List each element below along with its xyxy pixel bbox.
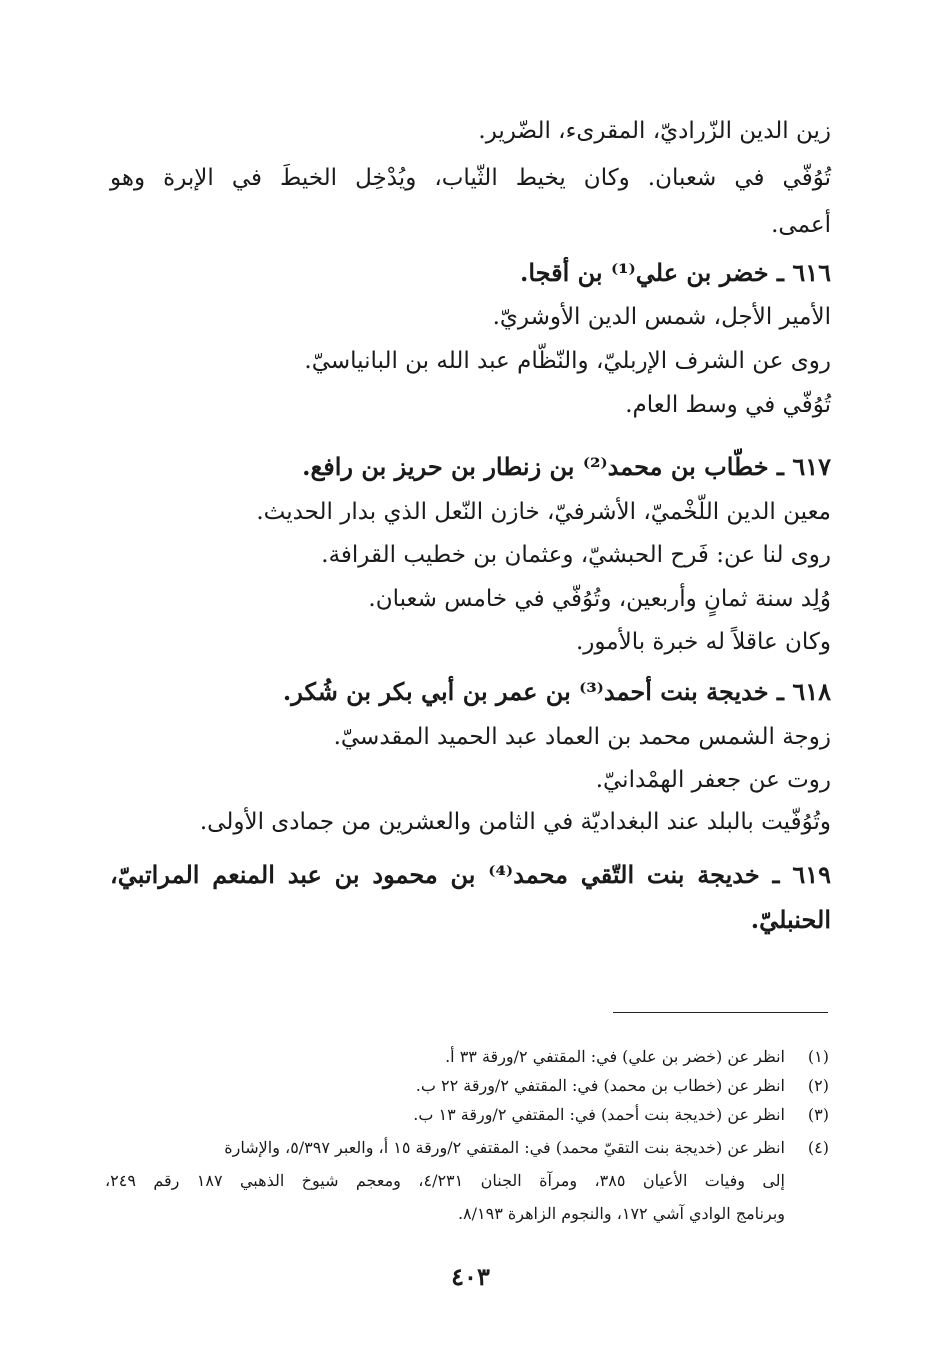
text-line: وُلِد سنة ثمانٍ وأربعين، وتُوُفّي في خامس شعبان. [368, 586, 831, 612]
footnote-separator [613, 1012, 828, 1013]
entry-heading-619: ٦١٩ ـ خديجة بنت التّقي محمد⁽⁴⁾ بن محمود بن عبد المنعم المراتبيّ، [110, 860, 832, 889]
text-line: زين الدين الزّراديّ، المقرىء، الضّرير. [478, 118, 831, 144]
text-line: تُوُفّي في شعبان. وكان يخيط الثّياب، ويُدْخِل الخيطَ في الإبرة وهو [110, 165, 831, 191]
text-line: زوجة الشمس محمد بن العماد عبد الحميد المقدسيّ. [333, 724, 831, 750]
footnote-3 [413, 1104, 829, 1126]
text-line: وكان عاقلاً له خبرة بالأمور. [575, 629, 831, 655]
footnote-4-continuation: إلى وفيات الأعيان ٣٨٥، ومرآة الجنان ٤/٢٣١، ومعجم شيوخ الذهبي ١٨٧ رقم ٢٤٩، [105, 1171, 785, 1190]
footnote-text: انظر عن (خديجة بنت التقيّ محمد) في: المقتفي ٢/ورقة ١٥ أ، والعبر ٥/٣٩٧، والإشارة [224, 1138, 785, 1157]
footnote-2 [416, 1075, 829, 1097]
text-line: أعمى. [771, 212, 831, 238]
footnote-text: انظر عن (خضر بن علي) في: المقتفي ٢/ورقة ٣٣ أ. [445, 1047, 785, 1066]
footnote-1 [445, 1046, 829, 1068]
footnote-text: انظر عن (خديجة بنت أحمد) في: المقتفي ٢/ورقة ١٣ ب. [413, 1105, 785, 1124]
text-line: الحنبليّ. [750, 905, 831, 934]
text-line: روت عن جعفر الهمْدانيّ. [595, 767, 831, 793]
footnote-text: انظر عن (خطاب بن محمد) في: المقتفي ٢/ورقة ٢٢ ب. [415, 1076, 785, 1095]
text-line: تُوُفّي في وسط العام. [625, 392, 831, 418]
footnote-number: (٤) [807, 1138, 829, 1157]
footnote-number: (٣) [807, 1105, 829, 1124]
footnote-4 [224, 1137, 829, 1159]
text-line: الأمير الأجل، شمس الدين الأوشريّ. [492, 304, 831, 330]
footnote-4-continuation: وبرنامج الوادي آشي ١٧٢، والنجوم الزاهرة ٨/١٩٣. [457, 1204, 785, 1223]
text-line: روى لنا عن: فَرح الحبشيّ، وعثمان بن خطيب القرافة. [321, 542, 831, 568]
text-line: معين الدين اللّخْميّ، الأشرفيّ، خازن النّعل الذي بدار الحديث. [256, 499, 831, 525]
footnote-number: (١) [807, 1047, 829, 1066]
page-number: ٤٠٣ [451, 1262, 490, 1291]
footnote-number: (٢) [807, 1076, 829, 1095]
text-line: وتُوُفّيت بالبلد عند البغداديّة في الثامن والعشرين من جمادى الأولى. [199, 809, 831, 835]
entry-heading-617: ٦١٧ ـ خطّاب بن محمد⁽²⁾ بن زنطار بن حريز بن رافع. [302, 452, 831, 481]
text-line: روى عن الشرف الإربليّ، والنّظّام عبد الله بن البانياسيّ. [304, 348, 831, 374]
entry-heading-618: ٦١٨ ـ خديجة بنت أحمد⁽³⁾ بن عمر بن أبي بكر بن شُكر. [282, 677, 831, 706]
entry-heading-616: ٦١٦ ـ خضر بن علي⁽¹⁾ بن أقجا. [519, 258, 831, 287]
